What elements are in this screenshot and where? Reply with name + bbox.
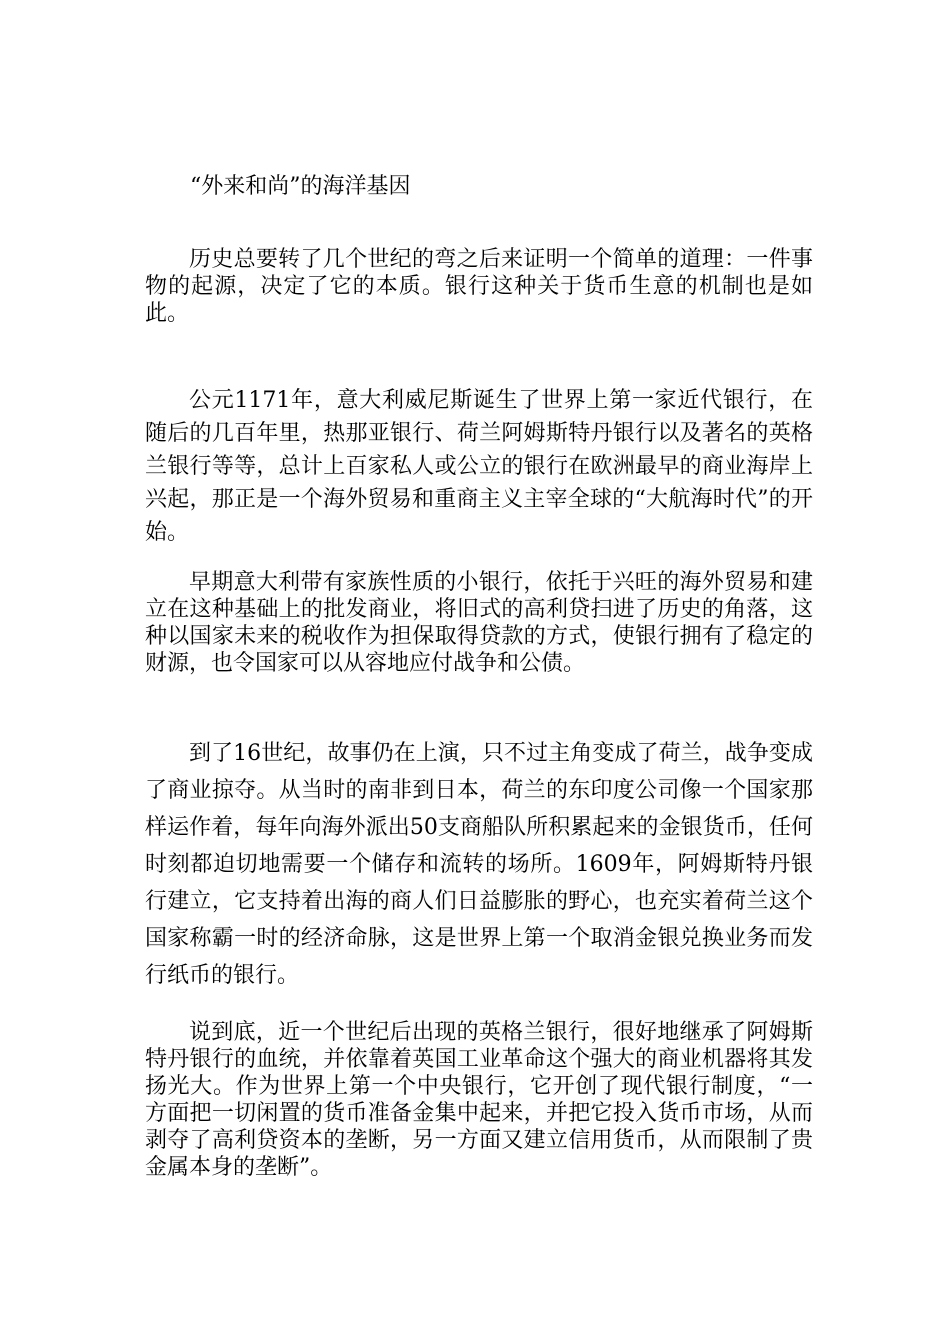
paragraph-1: 历史总要转了几个世纪的弯之后来证明一个简单的道理：一件事物的起源，决定了它的本质。银行这种关于货币生意的机制也是如此。: [145, 247, 813, 326]
paragraph-3: 早期意大利带有家族性质的小银行，依托于兴旺的海外贸易和建立在这种基础上的批发商业，将旧式的高利贷扫进了历史的角落，这种以国家未来的税收作为担保取得贷款的方式，使银行拥有了稳定的财源，也令国家可以从容地应付战争和公债。: [145, 570, 813, 676]
paragraph-2: 公元1171年，意大利威尼斯诞生了世界上第一家近代银行，在随后的几百年里，热那亚银行、荷兰阿姆斯特丹银行以及著名的英格兰银行等等，总计上百家私人或公立的银行在欧洲最早的商业海岸上兴起，那正是一个海外贸易和重商主义主宰全球的“大航海时代”的开始。: [145, 388, 813, 545]
document-title: “外来和尚”的海洋基因: [190, 174, 411, 199]
paragraph-5: 说到底，近一个世纪后出现的英格兰银行，很好地继承了阿姆斯特丹银行的血统，并依靠着英国工业革命这个强大的商业机器将其发扬光大。作为世界上第一个中央银行，它开创了现代银行制度，“一方面把一切闲置的货币准备金集中起来，并把它投入货币市场，从而剥夺了高利贷资本的垄断，另一方面又建立信用货币，从而限制了贵金属本身的垄断”。: [145, 1020, 813, 1180]
paragraph-4: 到了16世纪，故事仍在上演，只不过主角变成了荷兰，战争变成了商业掠夺。从当时的南非到日本，荷兰的东印度公司像一个国家那样运作着，每年向海外派出50支商船队所积累起来的金银货币，任何时刻都迫切地需要一个储存和流转的场所。1609年，阿姆斯特丹银行建立，它支持着出海的商人们日益膨胀的野心，也充实着荷兰这个国家称霸一时的经济命脉，这是世界上第一个取消金银兑换业务而发行纸币的银行。: [145, 741, 813, 988]
